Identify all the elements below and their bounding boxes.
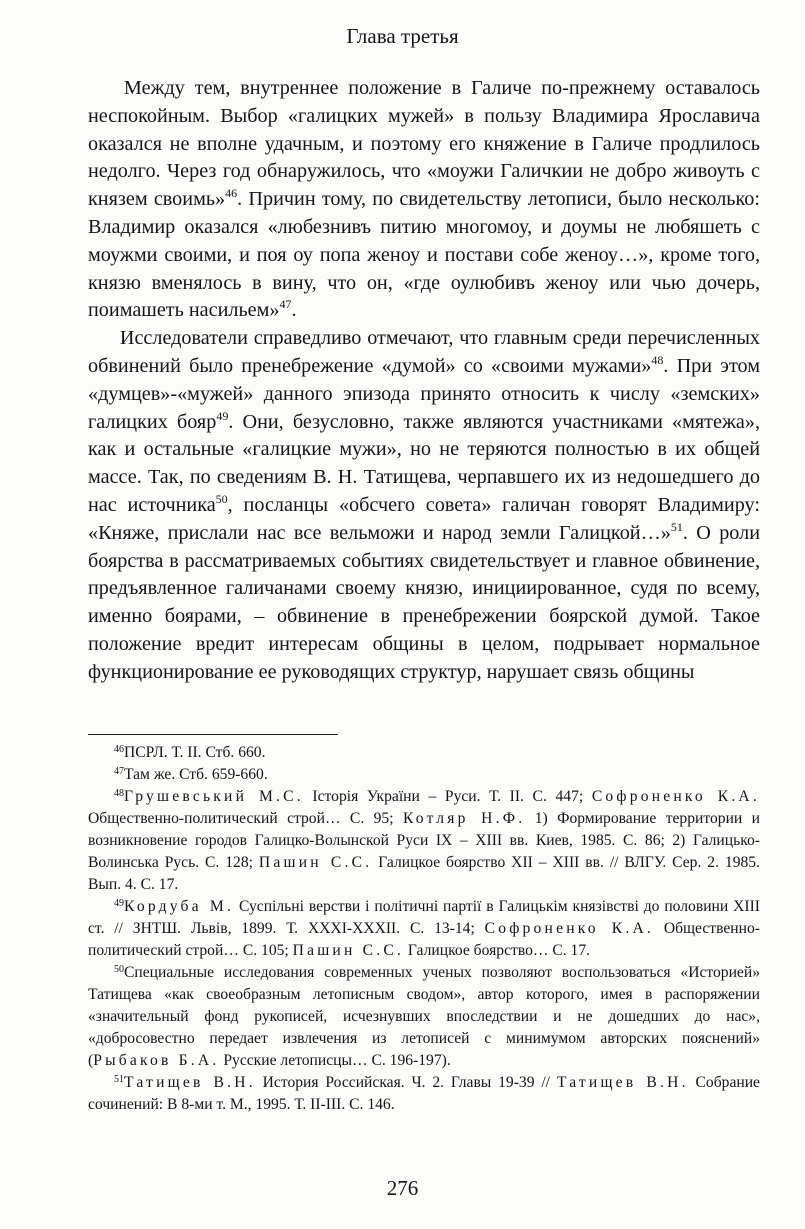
- footnote-47: [88, 764, 760, 786]
- author-name: Кордуба М.: [124, 898, 235, 915]
- author-name: Татищев В.Н.: [556, 1074, 689, 1091]
- footnote-divider: [88, 734, 338, 735]
- running-header: Глава третья: [346, 24, 459, 48]
- paragraph-text: Исследователи справедливо отмечают, что главным среди перечисленных обвинений было пренебрежение «думой» со «своими мужами»: [88, 327, 760, 377]
- author-name: Пашин С.С.: [258, 854, 373, 871]
- footnote-ref[interactable]: 48: [651, 352, 664, 367]
- footnote-number: 51: [114, 1074, 124, 1085]
- footnote-text: 1) Формирование территории и возникновение городов Галицко-Волынской Руси IX – XIII вв. Киев, 1985. С. 86; 2) Галицько-Волинська Русь. С. 128;: [88, 810, 761, 871]
- footnote-text: Там же. Стб. 659-660.: [124, 766, 268, 783]
- paragraph-text: . Они, безусловно, также являются участниками «мятежа», как и остальные «галицкие мужи», но не теряются полностью в их общей массе. Так, по сведениям В. Н. Татищева, черпавшего их из недошедшего до нас источника: [88, 410, 760, 516]
- footnote-ref[interactable]: 47: [279, 297, 292, 312]
- footnote-number: 46: [114, 744, 124, 755]
- author-name: Грушевський М.С.: [124, 788, 304, 805]
- footnote-text: Русские летописцы… С. 196-197).: [219, 1052, 451, 1069]
- footnote-text: Суспільні верстви і політичні партії в Галицькім князівстві до половини XIII ст. // ЗНТШ. Львів, 1899. Т. XXXI-XXXII. С. 13-14;: [88, 898, 760, 937]
- footnote-48: [88, 786, 760, 896]
- footnote-ref[interactable]: 46: [225, 186, 238, 201]
- footnote-ref[interactable]: 51: [670, 519, 683, 534]
- author-name: Софроненко К.А.: [484, 920, 655, 937]
- paragraph-text: . О роли боярства в рассматриваемых событиях свидетельствует и главное обвинение, предъявленное галичанами своему князю, инициированное, судя по всему, именно боярами, – обвинение в пренебрежении боярской думой. Такое положение вредит интересам общины в целом, подрывает нормальное функционирование ее руководящих структур, нарушает связь общины: [88, 521, 760, 683]
- footnote-text: ПСРЛ. Т. II. Стб. 660.: [124, 744, 266, 761]
- author-name: Татищев В.Н.: [124, 1074, 256, 1091]
- footnotes: [88, 742, 760, 1116]
- main-text: [88, 75, 760, 687]
- footnote-text: Общественно-политический строй… С. 95;: [88, 810, 403, 827]
- footnote-46: [88, 742, 760, 764]
- author-name: Рыбаков Б.А.: [93, 1052, 220, 1069]
- footnote-ref[interactable]: 49: [216, 408, 229, 423]
- footnote-number: 49: [114, 898, 124, 909]
- paragraph-text: Между тем, внутреннее положение в Галиче по-прежнему оставалось неспокойным. Выбор «галицких мужей» в пользу Владимира Ярославича оказался не вполне удачным, и поэтому его княжение в Галиче продлилось недолго. Через год обнаружилось, что «моужи Галичкии не добро живоуть с князем своимь»: [88, 77, 761, 211]
- footnote-text: Галицкое боярство XII – XIII вв. // ВЛГУ. Сер. 2. 1985. Вып. 4. С. 17.: [88, 854, 760, 893]
- footnote-number: 47: [114, 766, 124, 777]
- paragraph-text: . Причин тому, по свидетельству летописи, было несколько: Владимир оказался «любезнивъ питию многомоу, и доумы не любяшеть с моужми своими, и поя оу попа женоу и постави собе женоу…», кроме того, князю вменялось в вину, что он, «где оулюбивъ женоу или чью дочерь, поимашеть насильем»: [88, 188, 760, 322]
- author-name: Пашин С.С.: [292, 942, 405, 959]
- paragraph-text: , посланцы «обсчего совета» галичан говорят Владимиру: «Княже, прислали нас все вельможи и народ земли Галицкой…»: [88, 493, 760, 544]
- footnote-text: Специальные исследования современных ученых позволяют воспользоваться «Историей» Татищева «как своеобразным летописным сводом», автор которого, имея в распоряжении «значительный фонд рукописей, исчезнувших впоследствии и не дошедших до нас», «добросовестно передает извлечения из летописей с минимумом авторских пояснений» (: [88, 964, 760, 1069]
- author-name: Котляр Н.Ф.: [402, 810, 526, 827]
- footnote-number: 48: [114, 788, 124, 799]
- paragraph-text: . При этом «думцев»-«мужей» данного эпизода принято относить к числу «земских» галицких бояр: [88, 354, 760, 433]
- footnote-text: Історія України – Руси. Т. II. С. 447;: [303, 788, 592, 805]
- footnote-number: 50: [114, 964, 124, 975]
- footnote-49: [88, 896, 760, 962]
- footnote-text: Галицкое боярство… С. 17.: [404, 942, 591, 959]
- footnote-ref[interactable]: 50: [215, 491, 228, 506]
- footnote-text: Общественно-политический строй… С. 105;: [88, 920, 760, 959]
- paragraph-1: [88, 75, 760, 325]
- footnote-text: История Российская. Ч. 2. Главы 19-39 //: [255, 1074, 557, 1091]
- footnote-51: [88, 1072, 760, 1116]
- footnote-text: Собрание сочинений: В 8-ми т. М., 1995. Т. II-III. С. 146.: [88, 1074, 760, 1113]
- paragraph-text: .: [291, 299, 297, 322]
- paragraph-2: [88, 325, 760, 686]
- page-number: 276: [386, 1176, 419, 1200]
- footnote-50: [88, 962, 760, 1072]
- author-name: Софроненко К.А.: [591, 788, 760, 805]
